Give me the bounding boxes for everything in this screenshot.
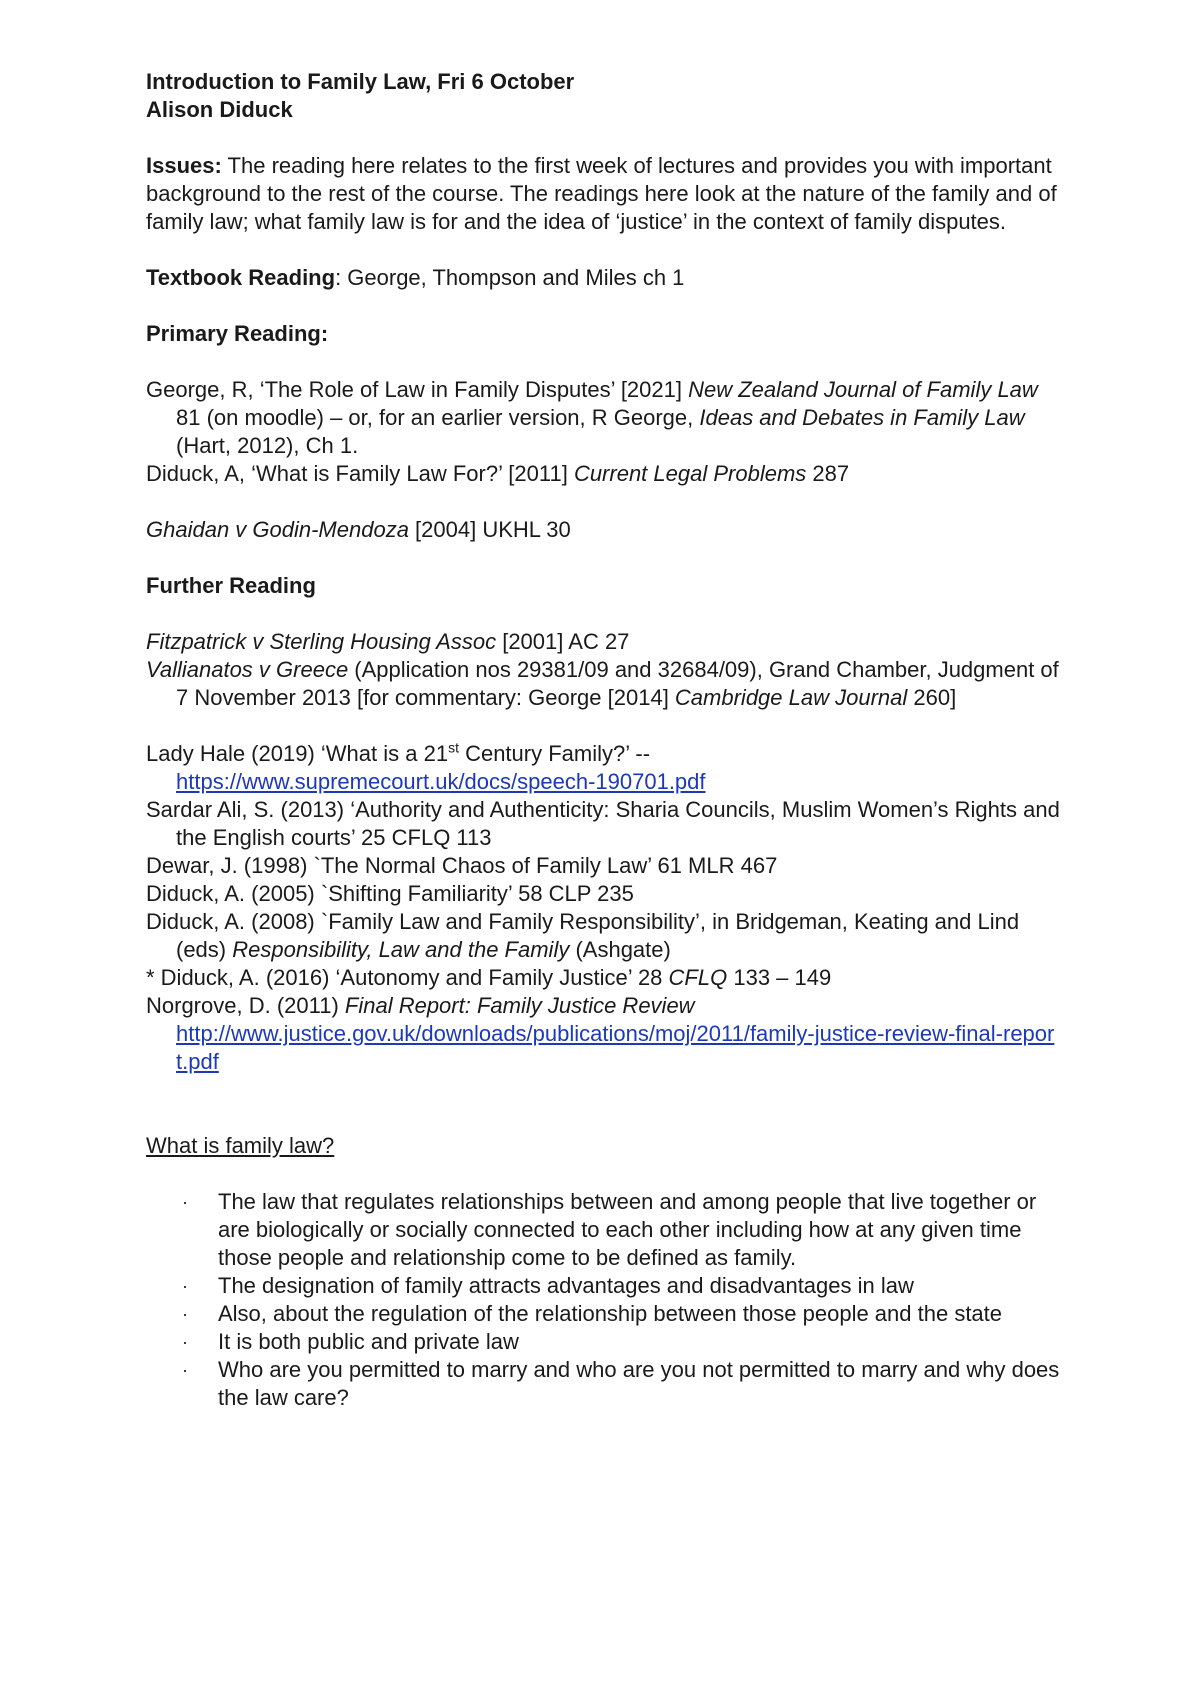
case-citation: [2004] UKHL 30 [408, 517, 571, 542]
ref-text: Diduck, A, ‘What is Family Law For?’ [2011] [146, 461, 574, 486]
textbook-label: Textbook Reading [146, 265, 336, 290]
further-reading-heading: Further Reading [146, 573, 316, 598]
reference-diduck-2016 [146, 964, 1066, 992]
hale-speech-link[interactable]: https://www.supremecourt.uk/docs/speech-190701.pdf [176, 769, 706, 794]
what-is-family-law-heading: What is family law? [146, 1133, 335, 1158]
ref-text: George, R, ‘The Role of Law in Family Disputes’ [2021] [146, 377, 689, 402]
list-item-text: The designation of family attracts advantages and disadvantages in law [218, 1273, 914, 1298]
reference-diduck-2008 [146, 908, 1066, 964]
ref-journal: New Zealand Journal of Family Law [688, 377, 1038, 402]
document-author: Alison Diduck [146, 97, 293, 122]
ref-text: (Application nos 29381/09 and 32684/09), Grand Chamber, Judgment of 7 November 2013 [for commentary: George [2014] [176, 657, 1059, 710]
ref-journal: Current Legal Problems [573, 461, 807, 486]
case-name: Fitzpatrick v Sterling Housing Assoc [146, 629, 497, 654]
bullet-icon: · [182, 1360, 188, 1380]
issues-text: The reading here relates to the first week of lectures and provides you with important background to the rest of the course. The readings here look at the nature of the family and of family law; what family law is for and the idea of ‘justice’ in the context of family disputes. [146, 153, 1057, 234]
list-item [146, 1356, 1066, 1412]
list-item-text: Who are you permitted to marry and who are you not permitted to marry and why does the law care? [218, 1357, 1060, 1410]
list-item-text: Also, about the regulation of the relationship between those people and the state [218, 1301, 1003, 1326]
case-ghaidan [146, 516, 1066, 544]
document-page [146, 68, 1066, 1412]
case-citation: [2001] AC 27 [496, 629, 630, 654]
list-item [146, 1300, 1066, 1328]
list-item [146, 1328, 1066, 1356]
ref-text: * Diduck, A. (2016) ‘Autonomy and Family Justice’ 28 [146, 965, 669, 990]
reference-diduck-2005: Diduck, A. (2005) `Shifting Familiarity’ 58 CLP 235 [146, 881, 634, 906]
ref-journal: Cambridge Law Journal [674, 685, 908, 710]
ref-title: Final Report: Family Justice Review [344, 993, 695, 1018]
case-name: Ghaidan v Godin-Mendoza [146, 517, 409, 542]
bullet-icon: · [182, 1192, 188, 1212]
reference-norgrove [146, 992, 1066, 1076]
ref-journal: CFLQ [668, 965, 728, 990]
ref-text: Norgrove, D. (2011) [146, 993, 345, 1018]
textbook-text: : George, Thompson and Miles ch 1 [335, 265, 685, 290]
list-item [146, 1272, 1066, 1300]
ref-text: 133 – 149 [727, 965, 832, 990]
ref-text: (Ashgate) [569, 937, 671, 962]
list-item [146, 1188, 1066, 1272]
issues-label: Issues: [146, 153, 222, 178]
reference-sardar-ali: Sardar Ali, S. (2013) ‘Authority and Authenticity: Sharia Councils, Muslim Women’s Rights and the English courts’ 25 CFLQ 113 [146, 797, 1060, 850]
ref-superscript: st [448, 739, 459, 756]
family-justice-review-link[interactable]: http://www.justice.gov.uk/downloads/publications/moj/2011/family-justice-review-final-report.pdf [176, 1021, 1055, 1074]
case-fitzpatrick [146, 628, 1066, 656]
ref-text: Lady Hale (2019) ‘What is a 21 [146, 741, 449, 766]
reference-george [146, 376, 1066, 460]
family-law-bullet-list [146, 1188, 1066, 1412]
list-item-text: The law that regulates relationships between and among people that live together or are biologically or socially connected to each other including how at any given time those people and relationship come to be defined as family. [218, 1189, 1037, 1270]
ref-text: (Hart, 2012), Ch 1. [176, 433, 359, 458]
document-title: Introduction to Family Law, Fri 6 October [146, 69, 575, 94]
case-name: Vallianatos v Greece [146, 657, 349, 682]
list-item-text: It is both public and private law [218, 1329, 519, 1354]
issues-paragraph [146, 152, 1066, 236]
ref-text: Diduck, A. (2008) `Family Law and Family Responsibility’, in Bridgeman, Keating and Lind (eds) [146, 909, 1020, 962]
ref-book: Responsibility, Law and the Family [232, 937, 570, 962]
ref-text: 287 [806, 461, 850, 486]
ref-text: Century Family?’ -- [458, 741, 651, 766]
reference-diduck-2011 [146, 460, 1066, 488]
primary-reading-heading: Primary Reading: [146, 321, 329, 346]
bullet-icon: · [182, 1332, 188, 1352]
ref-text: 260] [907, 685, 957, 710]
textbook-reading [146, 264, 1066, 292]
bullet-icon: · [182, 1276, 188, 1296]
bullet-icon: · [182, 1304, 188, 1324]
case-vallianatos [146, 656, 1066, 712]
ref-book: Ideas and Debates in Family Law [699, 405, 1025, 430]
reference-hale [146, 740, 1066, 796]
ref-text: 81 (on moodle) – or, for an earlier version, R George, [176, 405, 700, 430]
reference-dewar: Dewar, J. (1998) `The Normal Chaos of Family Law’ 61 MLR 467 [146, 853, 778, 878]
